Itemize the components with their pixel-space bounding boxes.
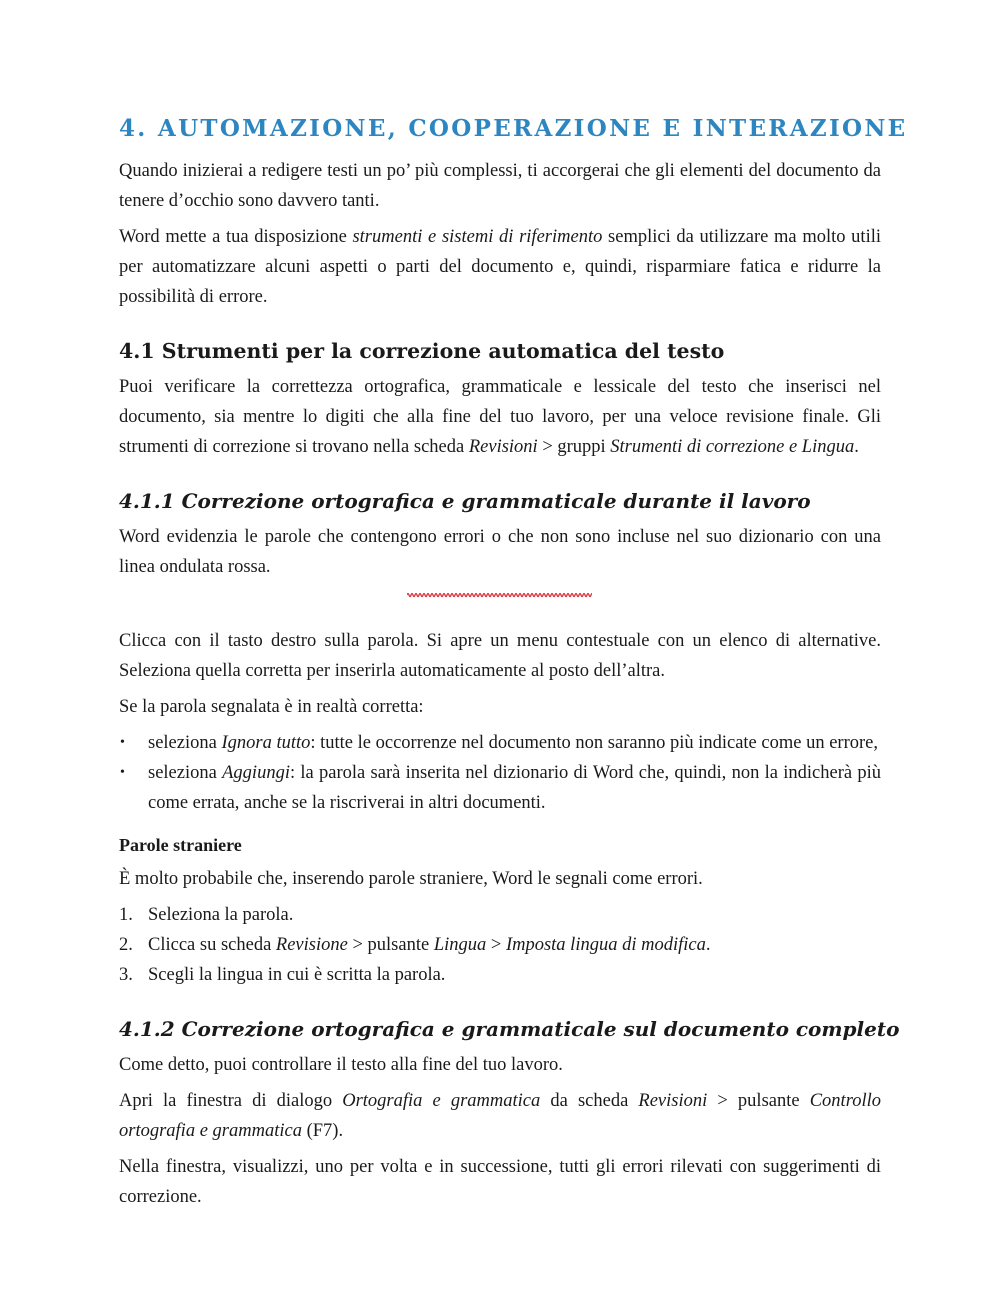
- section-4-1-2-paragraph-1: Come detto, puoi controllare il testo alla fine del tuo lavoro.: [119, 1055, 563, 1075]
- intro-paragraph-2: Word mette a tua disposizione strumenti e sistemi di riferimento semplici da utilizzare ma molto utili per automatizzare alcuni aspetti o parti del documento e, quindi, risparmiare fatica e ridurre la possibilità di errore.: [119, 227, 881, 307]
- section-4-1-paragraph: Puoi verificare la correttezza ortografica, grammaticale e lessicale del testo che inserisci nel documento, sia mentre lo digiti che alla fine del tuo lavoro, per una veloce revisione finale. Gli strumenti di correzione si trovano nella scheda Revisioni > gruppi Strumenti di correzione e Lingua.: [119, 377, 881, 457]
- list-item: • seleziona Ignora tutto: tutte le occorrenze nel documento non saranno più indicate come un errore,: [119, 728, 881, 758]
- chapter-title: 4. AUTOMAZIONE, COOPERAZIONE E INTERAZIONE: [119, 115, 908, 142]
- section-4-1-2-paragraph-3: Nella finestra, visualizzi, uno per volta e in successione, tutti gli errori rilevati con suggerimenti di correzione.: [119, 1157, 881, 1207]
- list-item: 3. Scegli la lingua in cui è scritta la parola.: [119, 965, 446, 985]
- bullet-list: [119, 728, 881, 818]
- list-item: 1. Seleziona la parola.: [119, 905, 294, 925]
- foreign-words-paragraph: È molto probabile che, inserendo parole straniere, Word le segnali come errori.: [119, 869, 703, 889]
- section-title-4-1: 4.1 Strumenti per la correzione automatica del testo: [119, 339, 725, 363]
- red-wavy-underline-illustration: [407, 592, 592, 598]
- list-item: • seleziona Aggiungi: la parola sarà inserita nel dizionario di Word che, quindi, non la indicherà più come errata, anche se la riscriverai in altri documenti.: [119, 758, 881, 818]
- section-4-1-1-paragraph-2: Clicca con il tasto destro sulla parola. Si apre un menu contestuale con un elenco di alternative. Seleziona quella corretta per inserirla automaticamente al posto dell’altra.: [119, 631, 881, 681]
- section-4-1-1-paragraph-1: Word evidenzia le parole che contengono errori o che non sono incluse nel suo dizionario con una linea ondulata rossa.: [119, 527, 881, 577]
- numbered-list: [119, 900, 881, 990]
- intro-paragraph: Quando inizierai a redigere testi un po’ più complessi, ti accorgerai che gli elementi del documento da tenere d’occhio sono davvero tanti.: [119, 161, 881, 211]
- page-content: [119, 112, 908, 1218]
- list-item: 2. Clicca su scheda Revisione > pulsante Lingua > Imposta lingua di modifica.: [119, 935, 711, 955]
- section-title-4-1-2: 4.1.2 Correzione ortografica e grammaticale sul documento completo: [119, 1017, 900, 1041]
- section-4-1-1-paragraph-3: Se la parola segnalata è in realtà corretta:: [119, 697, 424, 717]
- section-4-1-2-paragraph-2: Apri la finestra di dialogo Ortografia e grammatica da scheda Revisioni > pulsante Controllo ortografia e grammatica (F7).: [119, 1091, 881, 1141]
- subheading-foreign-words: Parole straniere: [119, 835, 242, 855]
- section-title-4-1-1: 4.1.1 Correzione ortografica e grammaticale durante il lavoro: [119, 489, 811, 513]
